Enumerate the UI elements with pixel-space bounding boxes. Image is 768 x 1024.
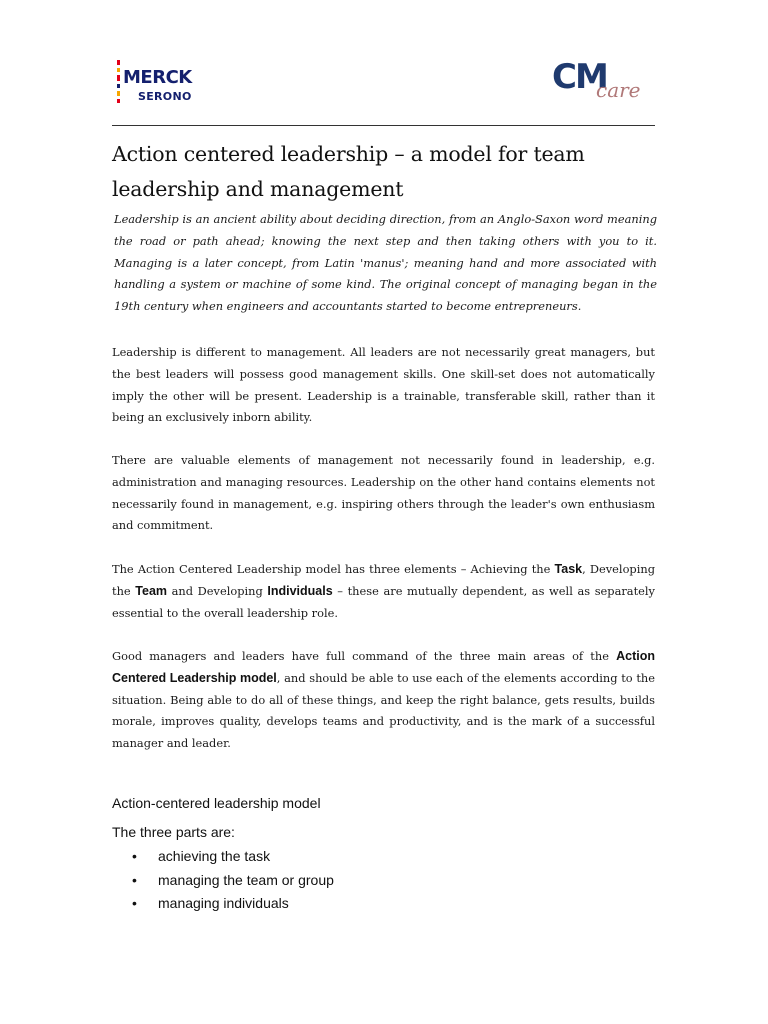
term-individuals: Individuals <box>267 583 333 598</box>
bullet-icon: • <box>132 895 137 911</box>
term-task: Task <box>554 562 583 576</box>
three-parts-list <box>112 847 334 918</box>
list-item: • managing the team or group <box>132 871 334 888</box>
document-title: Action centered leadership – a model for team leadership and management <box>112 142 585 201</box>
parts-heading: The three parts are: <box>112 824 235 840</box>
paragraph-valuable-elements: There are valuable elements of management not necessarily found in leadership, e.g. administration and managing resources. Leadership on the other hand contains elements not necessarily found in management, e.g. inspiring others through the leader's own enthusiasm and commitment. <box>112 453 655 533</box>
bullet-icon: • <box>132 871 137 888</box>
list-item: • managing individuals <box>132 895 289 911</box>
cm-wordmark: CM <box>552 57 607 97</box>
model-heading: Action-centered leadership model <box>112 795 321 811</box>
serono-wordmark: SERONO <box>138 90 192 103</box>
intro-paragraph: Leadership is an ancient ability about deciding direction, from an Anglo-Saxon word meaning the road or path ahead; knowing the next step and then taking others with you to it. Managing is a later concept, from Latin 'manus'; meaning hand and more associated with handling a system or machine of some kind. The original concept of managing began in the 19th century when engineers and accountants started to become entrepreneurs. <box>114 212 657 314</box>
paragraph-leadership-vs-management: Leadership is different to management. All leaders are not necessarily great managers, but the best leaders will possess good management skills. One skill-set does not automatically imply the other will be present. Leadership is a trainable, transferable skill, rather than it being an exclusively inborn ability. <box>112 345 655 425</box>
cm-care-logo <box>552 56 652 110</box>
care-wordmark: care <box>596 78 641 102</box>
paragraph-good-managers: Good managers and leaders have full command of the three main areas of the Action Centered Leadership model, and should be able to use each of the elements according to the situation. Being able to do all of these things, and keep the right balance, gets results, builds morale, improves quality, develops teams and productivity, and is the mark of a successful manager and leader. <box>112 649 656 751</box>
merck-serono-logo <box>114 58 224 108</box>
header-divider <box>112 125 655 126</box>
paragraph-three-elements: The Action Centered Leadership model has three elements – Achieving the Task, Developing the Team and Developing Individuals – these are mutually dependent, as well as separately essential to the overall leadership role. <box>112 562 655 620</box>
list-item: • achieving the task <box>132 848 271 864</box>
term-action-centered-model: Action Centered Leadership model <box>112 649 655 685</box>
bullet-icon: • <box>132 848 137 864</box>
merck-wordmark: MERCK <box>123 67 192 88</box>
term-team: Team <box>135 583 168 598</box>
